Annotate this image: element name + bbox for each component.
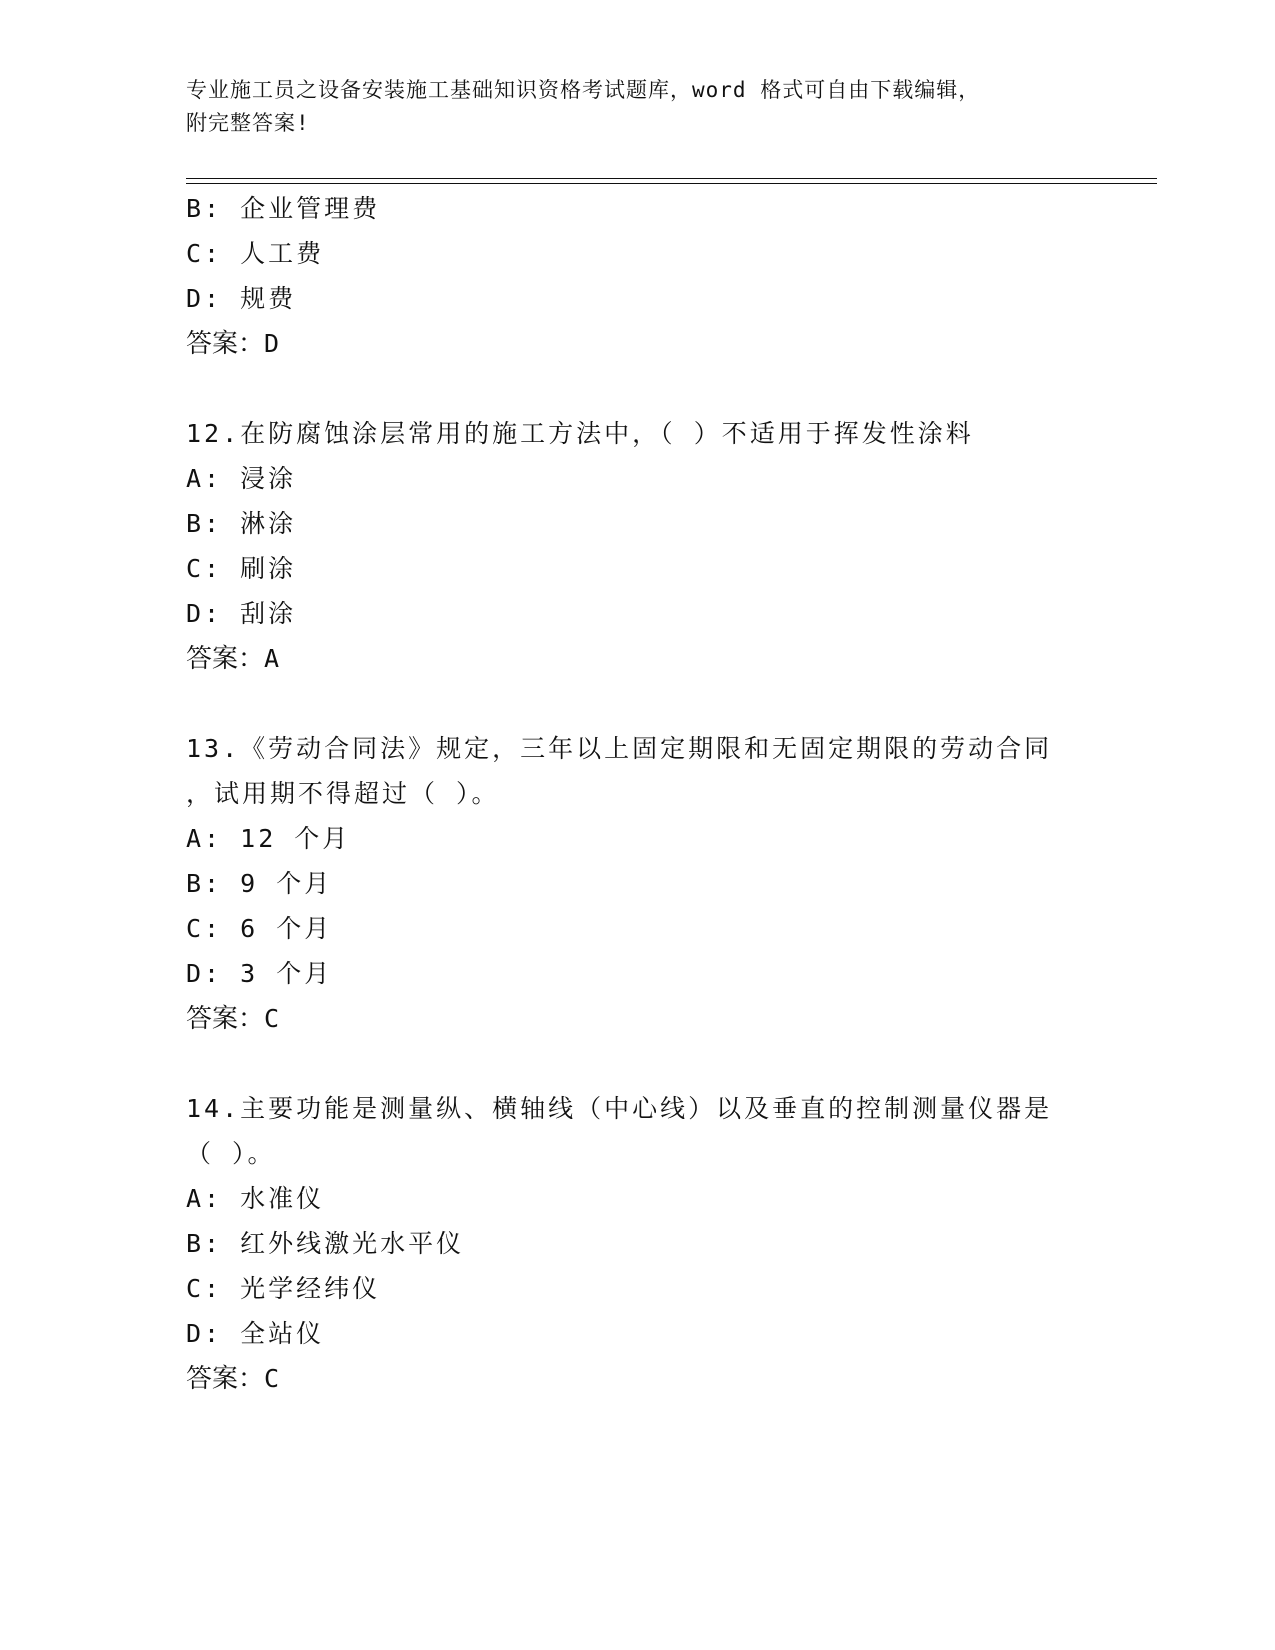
q14-option-c: C: 光学经纬仪: [186, 1274, 381, 1303]
q13-option-b: B: 9 个月: [186, 869, 333, 898]
answer-label: 答案：: [186, 329, 265, 359]
q12-option-b: B: 淋涂: [186, 509, 297, 538]
q13-option-d: D: 3 个月: [186, 959, 333, 988]
q13-question-line-2: ，试用期不得超过（ ）。: [186, 779, 500, 808]
q14-question-line-1: 14.主要功能是测量纵、横轴线（中心线）以及垂直的控制测量仪器是: [186, 1094, 1053, 1123]
q11-option-c: C: 人工费: [186, 239, 325, 268]
header-line-2: 附完整答案!: [186, 111, 310, 135]
answer-value: C: [264, 1364, 280, 1393]
document-header: [186, 74, 1086, 140]
answer-value: D: [264, 329, 280, 358]
answer-value: A: [264, 644, 280, 673]
q13-question-line-1: 13.《劳动合同法》规定，三年以上固定期限和无固定期限的劳动合同: [186, 734, 1053, 763]
header-divider-bottom: [186, 183, 1157, 184]
q13-answer: [186, 1003, 279, 1035]
q13-option-c: C: 6 个月: [186, 914, 333, 943]
header-divider-top: [186, 178, 1157, 179]
answer-label: 答案：: [186, 644, 265, 674]
q14-question-line-2: （ ）。: [186, 1139, 276, 1168]
q11-option-d: D: 规费: [186, 284, 297, 313]
q14-option-d: D: 全站仪: [186, 1319, 325, 1348]
q12-option-c: C: 刷涂: [186, 554, 297, 583]
answer-value: C: [264, 1004, 280, 1033]
header-line-1: 专业施工员之设备安装施工基础知识资格考试题库，word 格式可自由下载编辑，: [186, 78, 981, 102]
q11-answer: [186, 328, 279, 360]
q14-answer: [186, 1363, 279, 1395]
q14-option-b: B: 红外线激光水平仪: [186, 1229, 465, 1258]
answer-label: 答案：: [186, 1004, 265, 1034]
q11-option-b: B: 企业管理费: [186, 194, 381, 223]
q12-option-d: D: 刮涂: [186, 599, 297, 628]
q12-option-a: A: 浸涂: [186, 464, 297, 493]
q13-option-a: A: 12 个月: [186, 824, 351, 853]
q12-question: 12.在防腐蚀涂层常用的施工方法中，（ ）不适用于挥发性涂料: [186, 419, 974, 448]
q12-answer: [186, 643, 279, 675]
q14-option-a: A: 水准仪: [186, 1184, 325, 1213]
answer-label: 答案：: [186, 1364, 265, 1394]
